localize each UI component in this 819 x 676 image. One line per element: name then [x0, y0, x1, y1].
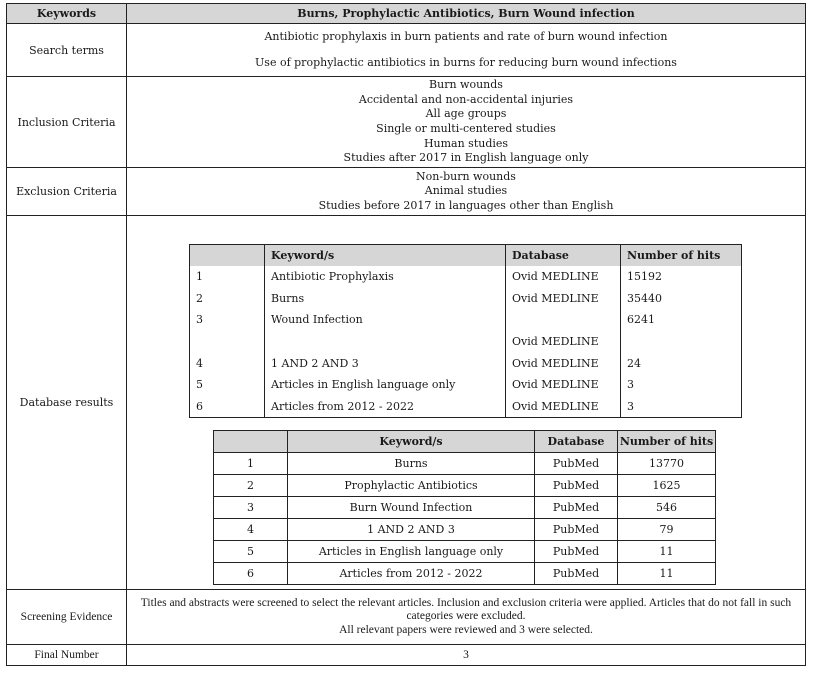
pubmed-table-cell: 3 — [214, 497, 288, 519]
pubmed-table-cell: 1 AND 2 AND 3 — [288, 519, 535, 541]
screening-row — [7, 590, 806, 645]
ovid-table-cell: Articles in English language only — [265, 374, 506, 396]
ovid-table-cell: Ovid MEDLINE — [506, 374, 621, 396]
ovid-table-cell: 6 — [190, 396, 265, 418]
database-row — [7, 216, 806, 590]
ovid-table-cell: Ovid MEDLINE — [506, 352, 621, 374]
ovid-table-row — [190, 266, 742, 288]
ovid-table-cell: 15192 — [627, 270, 662, 284]
pubmed-table-row — [214, 519, 716, 541]
pubmed-table-cell: 6 — [214, 563, 288, 585]
final-value: 3 — [127, 645, 806, 666]
pubmed-table-row — [214, 563, 716, 585]
final-row — [7, 645, 806, 666]
pubmed-table-cell: 2 — [214, 475, 288, 497]
ovid-table-cell — [621, 331, 742, 353]
search-terms-cell — [127, 24, 806, 77]
pubmed-table-cell: Prophylactic Antibiotics — [288, 475, 535, 497]
ovid-table-cell: Wound Infection — [265, 309, 506, 331]
pubmed-table-cell: 13770 — [618, 453, 716, 475]
ovid-table-cell: 1 AND 2 AND 3 — [265, 352, 506, 374]
pubmed-table-cell: PubMed — [535, 453, 618, 475]
screening-label: Screening Evidence — [7, 590, 127, 645]
ovid-table-row — [190, 396, 742, 418]
pubmed-table-row — [214, 475, 716, 497]
exclusion-label: Exclusion Criteria — [7, 168, 127, 216]
database-cell — [127, 216, 806, 590]
screening-text: All relevant papers were reviewed and 3 were selected. — [339, 623, 593, 636]
ovid-table-cell: Ovid MEDLINE — [506, 331, 621, 353]
screening-text: Titles and abstracts were screened to select the relevant articles. Inclusion and exclusion criteria were applied. Articles that do not fall in such categories were excluded. — [140, 596, 792, 623]
ovid-column-header: Database — [506, 245, 621, 267]
inclusion-row — [7, 77, 806, 168]
pubmed-table-cell: 1 — [214, 453, 288, 475]
ovid-medline-table — [189, 244, 742, 418]
pubmed-table-cell: PubMed — [535, 497, 618, 519]
ovid-column-header — [190, 245, 265, 267]
pubmed-table-cell: PubMed — [535, 563, 618, 585]
search-term: Use of prophylactic antibiotics in burns for reducing burn wound infections — [255, 56, 677, 69]
pubmed-table — [213, 430, 716, 585]
pubmed-column-header — [214, 431, 288, 453]
ovid-table-row — [190, 374, 742, 396]
exclusion-item: Non-burn wounds — [416, 169, 516, 183]
pubmed-table-cell: PubMed — [535, 541, 618, 563]
pubmed-table-cell: 1625 — [618, 475, 716, 497]
screening-cell — [127, 590, 806, 645]
pubmed-table-cell: Articles in English language only — [288, 541, 535, 563]
inclusion-label: Inclusion Criteria — [7, 77, 127, 168]
pubmed-table-cell: 79 — [618, 519, 716, 541]
ovid-table-cell: Ovid MEDLINE — [506, 288, 621, 310]
database-label: Database results — [7, 216, 127, 590]
ovid-table-cell: 35440 — [627, 291, 662, 305]
pubmed-table-row — [214, 497, 716, 519]
ovid-table-cell: 4 — [190, 352, 265, 374]
ovid-table-row — [190, 309, 742, 331]
search-term: Antibiotic prophylaxis in burn patients and rate of burn wound infection — [264, 30, 668, 43]
inclusion-item: Single or multi-centered studies — [376, 122, 556, 135]
pubmed-table-cell: 11 — [618, 563, 716, 585]
pubmed-header-row — [214, 431, 716, 453]
keywords-label: Keywords — [7, 4, 127, 24]
pubmed-table-row — [214, 541, 716, 563]
pubmed-table-cell: 5 — [214, 541, 288, 563]
final-label: Final Number — [7, 645, 127, 666]
ovid-table-cell: 1 — [190, 266, 265, 288]
pubmed-table-cell: PubMed — [535, 475, 618, 497]
inclusion-item: Accidental and non-accidental injuries — [358, 92, 574, 106]
header-row — [7, 4, 806, 24]
ovid-table-row — [190, 288, 742, 310]
ovid-table-row — [190, 352, 742, 374]
ovid-table-cell: Antibiotic Prophylaxis — [265, 266, 506, 288]
pubmed-table-cell: Burns — [288, 453, 535, 475]
ovid-table-cell: 3 — [627, 399, 634, 413]
inclusion-item: All age groups — [425, 107, 507, 121]
ovid-table-cell: 2 — [190, 288, 265, 310]
search-terms-row — [7, 24, 806, 77]
ovid-header-row — [190, 245, 742, 267]
ovid-table-cell — [506, 309, 621, 331]
ovid-table-cell: 5 — [190, 374, 265, 396]
ovid-table-cell — [190, 331, 265, 353]
ovid-table-cell: 6241 — [627, 313, 655, 327]
search-strategy-table — [6, 3, 806, 666]
pubmed-table-cell: Articles from 2012 - 2022 — [288, 563, 535, 585]
inclusion-item: Human studies — [423, 136, 509, 150]
exclusion-item: Studies before 2017 in languages other than English — [318, 198, 614, 212]
ovid-table-cell: Ovid MEDLINE — [506, 266, 621, 288]
keywords-value: Burns, Prophylactic Antibiotics, Burn Wound infection — [127, 4, 806, 24]
pubmed-table-cell: PubMed — [535, 519, 618, 541]
pubmed-table-cell: 4 — [214, 519, 288, 541]
pubmed-column-header: Database — [535, 431, 618, 453]
search-terms-label: Search terms — [7, 24, 127, 77]
pubmed-table-row — [214, 453, 716, 475]
ovid-table-cell: Burns — [265, 288, 506, 310]
exclusion-item: Animal studies — [424, 184, 508, 198]
pubmed-column-header: Keyword/s — [288, 431, 535, 453]
ovid-table-cell — [265, 331, 506, 353]
ovid-table-cell: 24 — [627, 356, 641, 370]
ovid-table-cell: 3 — [627, 378, 634, 392]
inclusion-cell — [127, 77, 806, 168]
pubmed-column-header: Number of hits — [618, 431, 716, 453]
exclusion-cell — [127, 168, 806, 216]
pubmed-table-cell: 546 — [618, 497, 716, 519]
ovid-table-cell: Ovid MEDLINE — [506, 396, 621, 418]
pubmed-table-cell: Burn Wound Infection — [288, 497, 535, 519]
inclusion-item: Burn wounds — [429, 78, 503, 92]
ovid-table-row — [190, 331, 742, 353]
ovid-column-header: Keyword/s — [265, 245, 506, 267]
ovid-table-cell: 3 — [190, 309, 265, 331]
ovid-column-header: Number of hits — [621, 245, 742, 267]
ovid-table-cell: Articles from 2012 - 2022 — [265, 396, 506, 418]
exclusion-row — [7, 168, 806, 216]
inclusion-item: Studies after 2017 in English language only — [343, 151, 589, 165]
pubmed-table-cell: 11 — [618, 541, 716, 563]
